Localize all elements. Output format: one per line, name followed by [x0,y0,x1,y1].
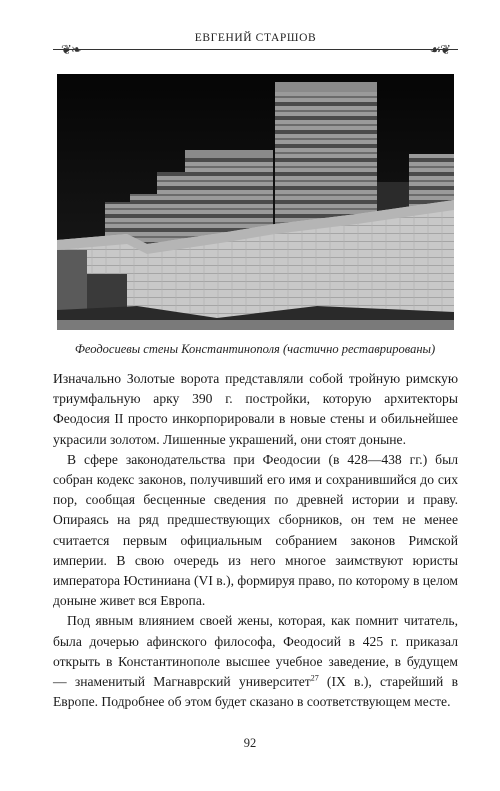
page-number: 92 [243,736,257,750]
running-header [53,28,458,57]
paragraph [53,611,458,712]
paragraph-text: Под явным влиянием своей жены, которая, как помнит читатель, была дочерью афинского философа, Феодосий в 425 г. приказал открыть в Константинополе высшее учебное заведение, в будущем — знаменитый Магнаврский университет [53,613,458,690]
header-title: ЕВГЕНИЙ СТАРШОВ [194,32,317,44]
header-rule [53,49,458,50]
paragraph: В сфере законодательства при Феодосии (в 428—438 гг.) был собран кодекс законов, получивший его имя и сохранившийся до сих пор, сообщая бесценные сведения по древней истории и праву. Опираясь на ряд предшествующих сборников, он тем не менее считается первым официальным собранием законов Римской империи. В свою очередь из него многое заимствуют юристы императора Юстиниана (VI в.), формируя право, по которому в целом доныне живет вся Европа. [53,451,458,609]
footnote-ref[interactable]: 27 [310,673,319,683]
photo-theodosian-walls [57,74,454,330]
paragraph-text: (IX в.), старейший в Европе. Подробнее об этом будет сказано в соответствующем месте. [53,674,458,710]
figure-caption: Феодосиевы стены Константинополя (частично реставрированы) [74,342,436,356]
body-text [53,369,458,712]
right-ornament-icon: ☙❦ [429,42,450,57]
paragraph: Изначально Золотые ворота представляли собой тройную римскую триумфальную арку 390 г. постройки, которую архитекторы Феодосия II просто инкорпорировали в новые стены и обильнейшее украсили золотом. Лишенные украшений, они стоят доныне. [53,371,458,447]
left-ornament-icon: ❦❧ [61,42,81,57]
